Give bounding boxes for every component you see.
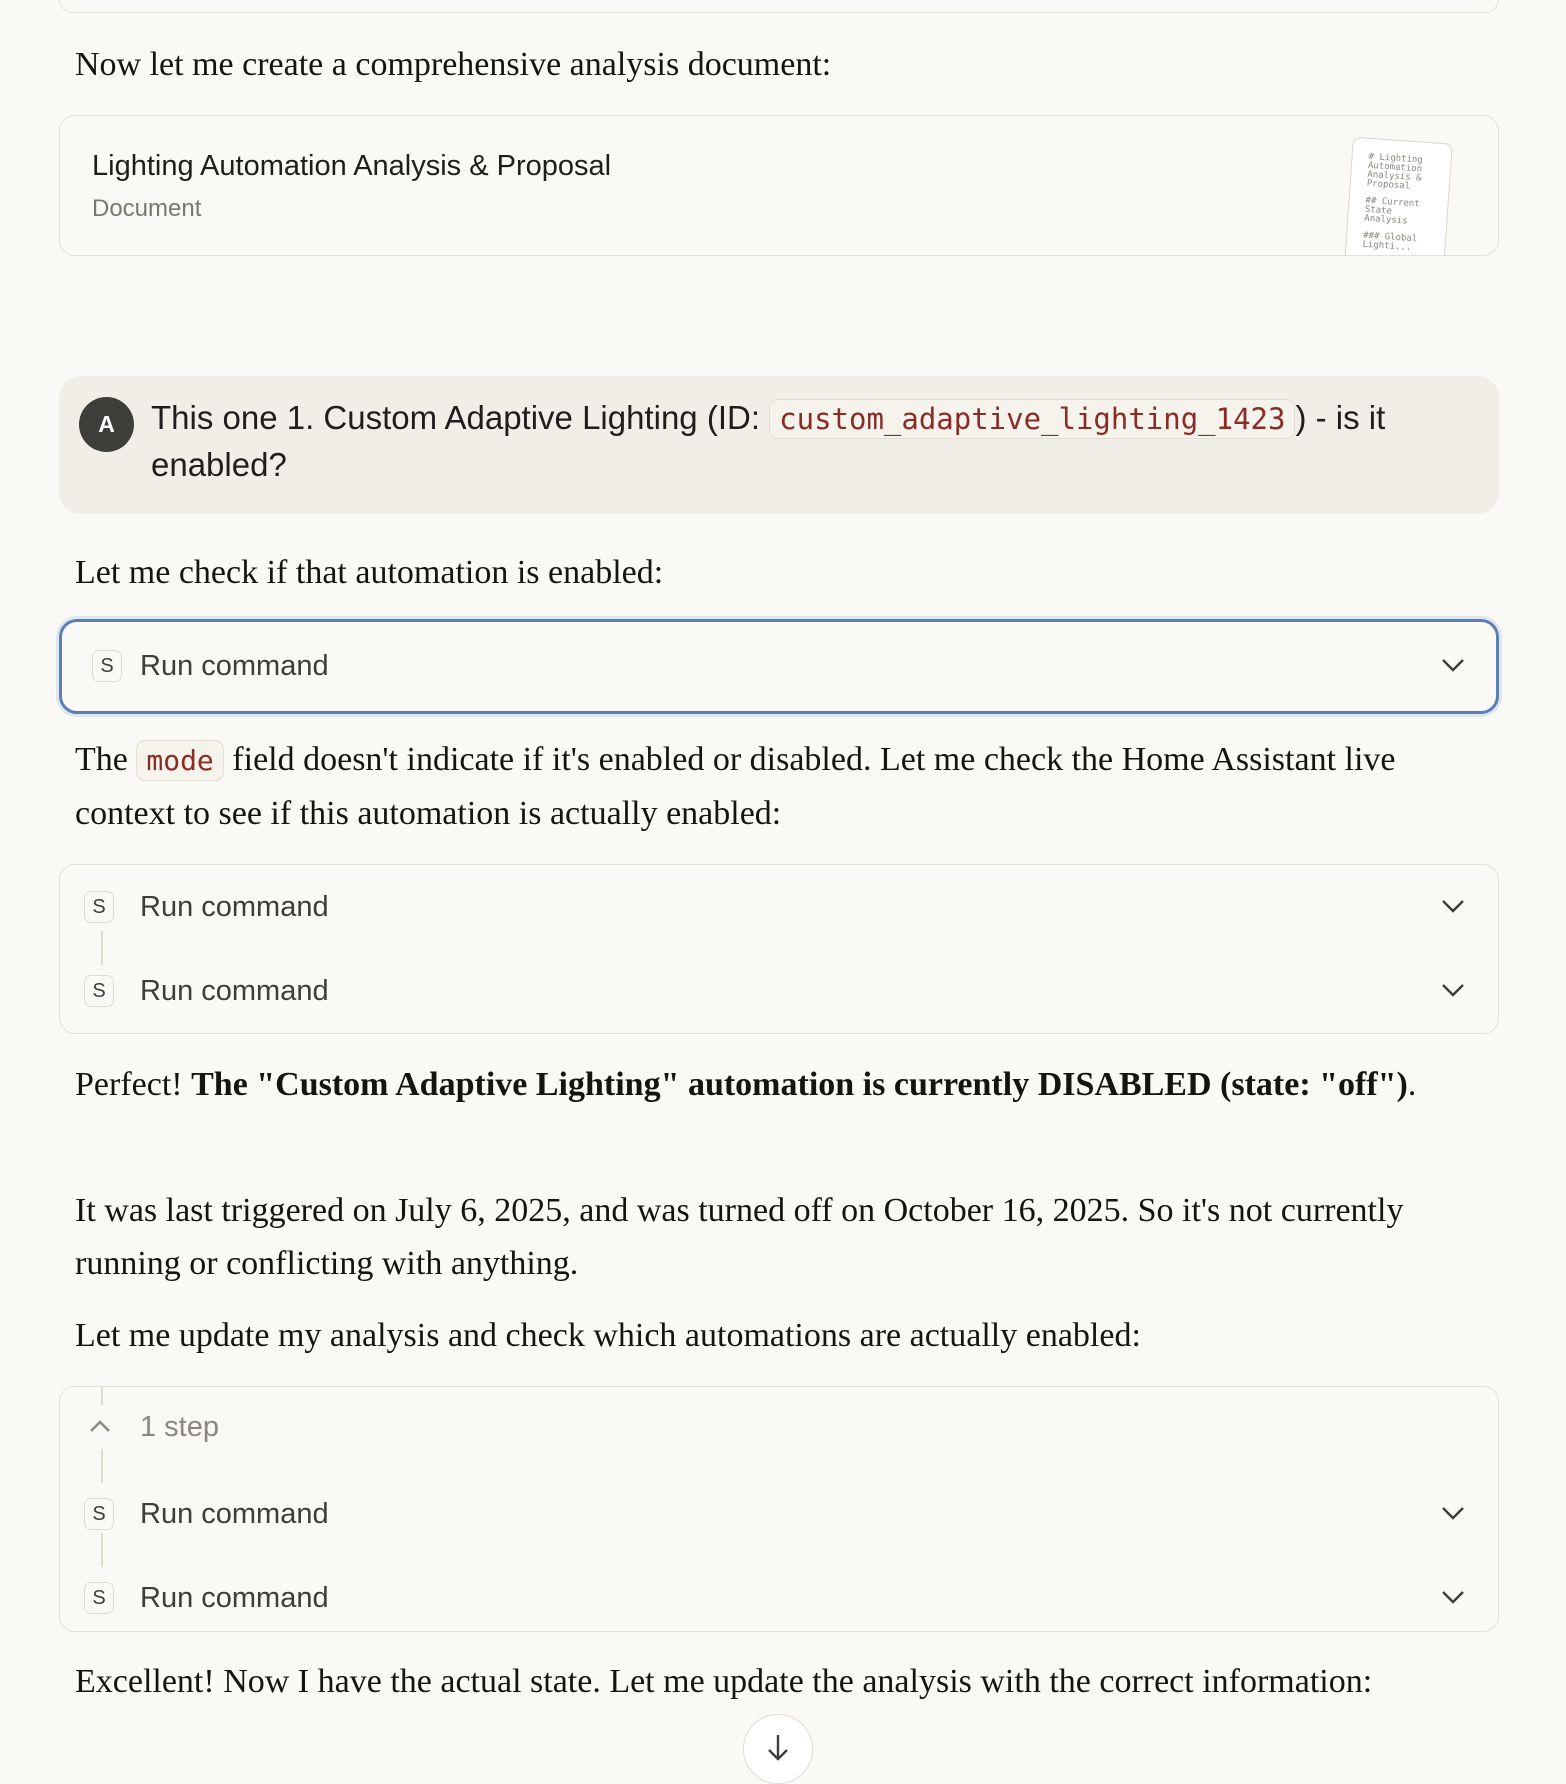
tool-row[interactable] — [60, 1484, 1498, 1544]
mode-paragraph — [75, 733, 1475, 840]
document-artifact-card[interactable] — [59, 115, 1499, 256]
user-message — [59, 376, 1499, 514]
tool-label: Run command — [140, 1582, 329, 1614]
steps-toggle[interactable] — [60, 1397, 1498, 1457]
chevron-down-icon[interactable] — [1440, 895, 1466, 917]
chevron-up-icon[interactable] — [88, 1417, 112, 1437]
user-text-before: This one 1. Custom Adaptive Lighting (ID: — [151, 399, 770, 436]
document-thumbnail — [1343, 137, 1453, 256]
tool-label: Run command — [140, 650, 329, 682]
chevron-down-icon[interactable] — [1440, 979, 1466, 1001]
mode-text-before: The — [75, 741, 137, 778]
tool-label: Run command — [140, 1498, 329, 1530]
tool-row[interactable] — [60, 961, 1498, 1021]
thumbnail-line: ### Global Lighti... — [1362, 230, 1423, 253]
thumbnail-line: # Lighting Automation Analysis & Proposal — [1366, 151, 1429, 192]
triggered-paragraph: It was last triggered on July 6, 2025, and was turned off on October 16, 2025. So it's not currently running or conflicting with anything. — [75, 1192, 1404, 1282]
perfect-tail: . — [1407, 1066, 1417, 1103]
tool-label: Run command — [140, 975, 329, 1007]
tool-row[interactable] — [60, 877, 1498, 937]
user-message-text — [151, 395, 1471, 487]
s-tool-icon: S — [92, 650, 122, 682]
previous-tool-card — [59, 0, 1499, 13]
excellent-paragraph: Excellent! Now I have the actual state. Let me update the analysis with the correct information: — [75, 1663, 1373, 1700]
update-paragraph: Let me update my analysis and check which automations are actually enabled: — [75, 1317, 1141, 1354]
mode-text-after: field doesn't indicate if it's enabled or disabled. Let me check the Home Assistant live context to see if this automation is actually enabled: — [75, 741, 1396, 832]
steps-count-label: 1 step — [140, 1411, 219, 1443]
inline-code-automation-id: custom_adaptive_lighting_1423 — [769, 399, 1295, 439]
arrow-down-icon — [765, 1733, 791, 1763]
step-connector — [101, 1533, 103, 1567]
chevron-down-icon[interactable] — [1440, 1586, 1466, 1608]
intro-paragraph: Now let me create a comprehensive analysis document: — [75, 46, 832, 83]
thumbnail-line: ## Current State Analysis — [1363, 195, 1426, 227]
perfect-bold-statement: The "Custom Adaptive Lighting" automation is currently DISABLED (state: "off") — [191, 1066, 1408, 1103]
s-tool-icon: S — [84, 1498, 114, 1530]
document-title: Lighting Automation Analysis & Proposal — [92, 150, 612, 182]
inline-code-mode: mode — [136, 740, 223, 781]
tool-label: Run command — [140, 891, 329, 923]
run-command-card-1[interactable] — [59, 619, 1499, 714]
user-avatar: A — [79, 397, 134, 452]
perfect-lead: Perfect! — [75, 1066, 192, 1103]
check-paragraph: Let me check if that automation is enabled: — [75, 554, 664, 591]
s-tool-icon: S — [84, 975, 114, 1007]
step-connector — [101, 1449, 103, 1483]
s-tool-icon: S — [84, 891, 114, 923]
run-command-card-2 — [59, 864, 1499, 1034]
run-command-card-3 — [59, 1386, 1499, 1632]
perfect-paragraph — [75, 1058, 1475, 1111]
scroll-to-bottom-button[interactable] — [743, 1714, 813, 1784]
tool-row[interactable] — [60, 1568, 1498, 1628]
tool-row[interactable] — [62, 636, 1496, 696]
document-type-label: Document — [92, 195, 202, 222]
chevron-down-icon[interactable] — [1440, 654, 1466, 676]
user-text-after: ) - is it enabled? — [151, 399, 1386, 483]
s-tool-icon: S — [84, 1582, 114, 1614]
chevron-down-icon[interactable] — [1440, 1502, 1466, 1524]
